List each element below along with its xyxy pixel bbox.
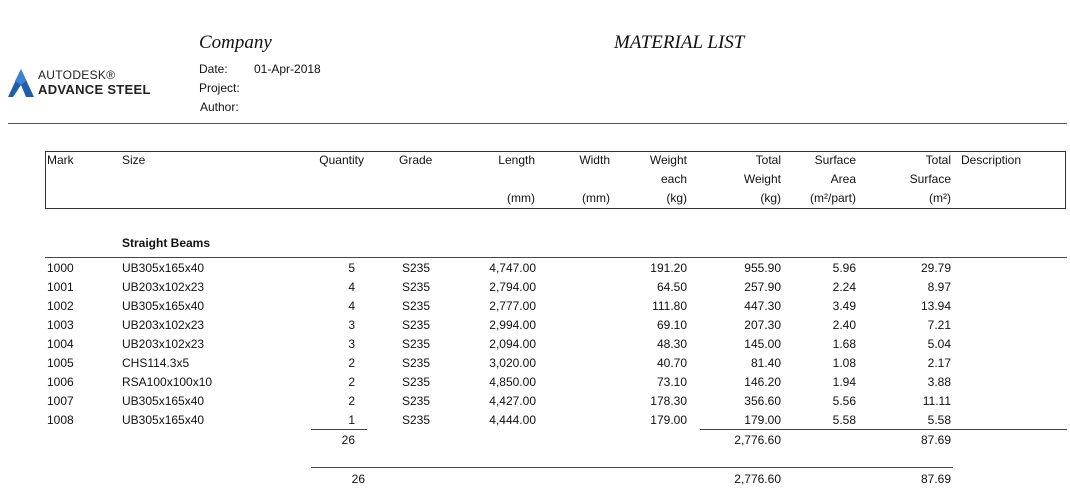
table-row	[0, 335, 1070, 354]
logo-line-1: AUTODESK®	[38, 68, 116, 82]
cell-length: 2,794.00	[489, 280, 536, 294]
cell-grade: S235	[402, 394, 431, 408]
cell-surface-area: 5.56	[832, 394, 856, 408]
cell-weight-each: 178.30	[650, 394, 687, 408]
cell-surface-area: 1.68	[832, 337, 856, 351]
autodesk-logo-icon	[8, 69, 34, 97]
col-length-unit: (mm)	[507, 191, 535, 205]
cell-total-surface: 11.11	[922, 394, 951, 408]
col-width: Width	[579, 153, 610, 167]
cell-mark: 1004	[47, 337, 74, 351]
cell-grade: S235	[402, 356, 431, 370]
table-row	[0, 373, 1070, 392]
cell-size: UB305x165x40	[122, 261, 205, 275]
col-surface-area-1: Surface	[814, 153, 856, 167]
col-weight-each-2: each	[660, 172, 687, 186]
cell-total-surface: 13.94	[920, 299, 951, 313]
cell-total-surface: 2.17	[927, 356, 951, 370]
cell-grade: S235	[402, 280, 431, 294]
cell-total-weight: 179.00	[744, 413, 781, 427]
col-quantity: Quantity	[319, 153, 364, 167]
cell-surface-area: 5.58	[832, 413, 856, 427]
cell-grade: S235	[402, 261, 431, 275]
cell-size: CHS114.3x5	[122, 356, 190, 370]
table-row	[0, 411, 1070, 430]
cell-total-weight: 145.00	[744, 337, 781, 351]
cell-length: 4,850.00	[489, 375, 536, 389]
cell-total-surface: 5.04	[927, 337, 951, 351]
cell-total-weight: 81.40	[750, 356, 781, 370]
subtotal-row	[0, 431, 1070, 450]
cell-surface-area: 5.96	[832, 261, 856, 275]
cell-total-weight: 447.30	[744, 299, 781, 313]
grand-total-rule	[311, 467, 953, 468]
subtotal-quantity: 26	[341, 433, 355, 447]
col-mark: Mark	[47, 153, 74, 167]
cell-total-surface: 8.97	[927, 280, 951, 294]
col-description: Description	[961, 153, 1022, 167]
col-width-unit: (mm)	[582, 191, 610, 205]
grand-total-row	[0, 470, 1070, 489]
cell-quantity: 4	[348, 299, 355, 313]
col-surface-area-2: Area	[830, 172, 856, 186]
cell-total-weight: 207.30	[744, 318, 781, 332]
cell-grade: S235	[402, 318, 431, 332]
cell-quantity: 3	[348, 337, 355, 351]
col-grade: Grade	[399, 153, 433, 167]
cell-size: RSA100x100x10	[122, 375, 213, 389]
col-surface-area-unit: (m²/part)	[810, 191, 856, 205]
group-title: Straight Beams	[122, 236, 211, 250]
report-title: MATERIAL LIST	[614, 32, 745, 53]
cell-quantity: 4	[348, 280, 355, 294]
cell-quantity: 2	[348, 375, 355, 389]
group-divider	[45, 257, 1067, 258]
cell-quantity: 2	[348, 356, 355, 370]
grand-total-weight: 2,776.60	[734, 472, 781, 486]
cell-size: UB203x102x23	[122, 337, 205, 351]
col-weight-each-unit: (kg)	[666, 191, 687, 205]
cell-total-surface: 7.21	[927, 318, 951, 332]
grand-total-quantity: 26	[351, 472, 365, 486]
col-total-weight-2: Weight	[743, 172, 781, 186]
cell-length: 2,094.00	[489, 337, 536, 351]
cell-grade: S235	[402, 413, 431, 427]
table-row	[0, 354, 1070, 373]
cell-mark: 1008	[47, 413, 74, 427]
cell-quantity: 5	[348, 261, 355, 275]
cell-total-surface: 5.58	[927, 413, 951, 427]
cell-size: UB305x165x40	[122, 413, 205, 427]
date-label: Date:	[199, 62, 228, 76]
cell-length: 4,444.00	[489, 413, 536, 427]
grand-total-surface: 87.69	[920, 472, 951, 486]
table-row	[0, 316, 1070, 335]
cell-size: UB203x102x23	[122, 280, 205, 294]
author-label: Author:	[200, 100, 239, 114]
cell-mark: 1001	[47, 280, 74, 294]
cell-size: UB305x165x40	[122, 299, 205, 313]
subtotal-rule-quantity	[311, 429, 367, 430]
subtotal-total-surface: 87.69	[920, 433, 951, 447]
col-total-surface-1: Total	[925, 153, 951, 167]
cell-mark: 1003	[47, 318, 74, 332]
cell-grade: S235	[402, 299, 431, 313]
cell-weight-each: 73.10	[656, 375, 687, 389]
cell-length: 4,747.00	[489, 261, 536, 275]
col-total-weight-unit: (kg)	[760, 191, 781, 205]
cell-length: 3,020.00	[489, 356, 536, 370]
col-length: Length	[498, 153, 535, 167]
cell-weight-each: 191.20	[650, 261, 687, 275]
cell-quantity: 3	[348, 318, 355, 332]
cell-surface-area: 2.24	[832, 280, 856, 294]
col-total-weight-1: Total	[755, 153, 781, 167]
table-row	[0, 259, 1070, 278]
cell-weight-each: 179.00	[650, 413, 687, 427]
cell-total-weight: 257.90	[744, 280, 781, 294]
cell-total-weight: 146.20	[744, 375, 781, 389]
cell-quantity: 2	[348, 394, 355, 408]
cell-size: UB305x165x40	[122, 394, 205, 408]
cell-surface-area: 1.94	[832, 375, 856, 389]
cell-surface-area: 1.08	[832, 356, 856, 370]
header-divider	[8, 123, 1067, 124]
subtotal-total-weight: 2,776.60	[734, 433, 781, 447]
col-size: Size	[122, 153, 146, 167]
cell-length: 4,427.00	[489, 394, 536, 408]
cell-total-surface: 3.88	[927, 375, 951, 389]
cell-mark: 1000	[47, 261, 74, 275]
subtotal-rule-totals	[700, 429, 1067, 430]
col-total-surface-unit: (m²)	[929, 191, 951, 205]
cell-total-surface: 29.79	[920, 261, 951, 275]
cell-weight-each: 40.70	[656, 356, 687, 370]
table-row	[0, 392, 1070, 411]
cell-weight-each: 64.50	[656, 280, 687, 294]
cell-length: 2,777.00	[489, 299, 536, 313]
autodesk-advance-steel-logo	[8, 66, 168, 100]
table-row	[0, 297, 1070, 316]
cell-grade: S235	[402, 337, 431, 351]
cell-mark: 1002	[47, 299, 74, 313]
cell-size: UB203x102x23	[122, 318, 205, 332]
cell-length: 2,994.00	[489, 318, 536, 332]
cell-total-weight: 356.60	[744, 394, 781, 408]
cell-total-weight: 955.90	[744, 261, 781, 275]
cell-surface-area: 2.40	[832, 318, 856, 332]
col-total-surface-2: Surface	[909, 172, 951, 186]
project-label: Project:	[199, 81, 240, 95]
col-weight-each-1: Weight	[649, 153, 687, 167]
cell-weight-each: 111.80	[652, 299, 687, 313]
table-row	[0, 278, 1070, 297]
cell-quantity: 1	[348, 413, 355, 427]
company-name: Company	[199, 32, 272, 53]
date-value: 01-Apr-2018	[254, 62, 321, 76]
cell-grade: S235	[402, 375, 431, 389]
cell-mark: 1007	[47, 394, 74, 408]
cell-surface-area: 3.49	[832, 299, 856, 313]
cell-weight-each: 48.30	[656, 337, 687, 351]
cell-weight-each: 69.10	[656, 318, 687, 332]
cell-mark: 1006	[47, 375, 74, 389]
cell-mark: 1005	[47, 356, 74, 370]
logo-line-2: ADVANCE STEEL	[38, 82, 151, 97]
